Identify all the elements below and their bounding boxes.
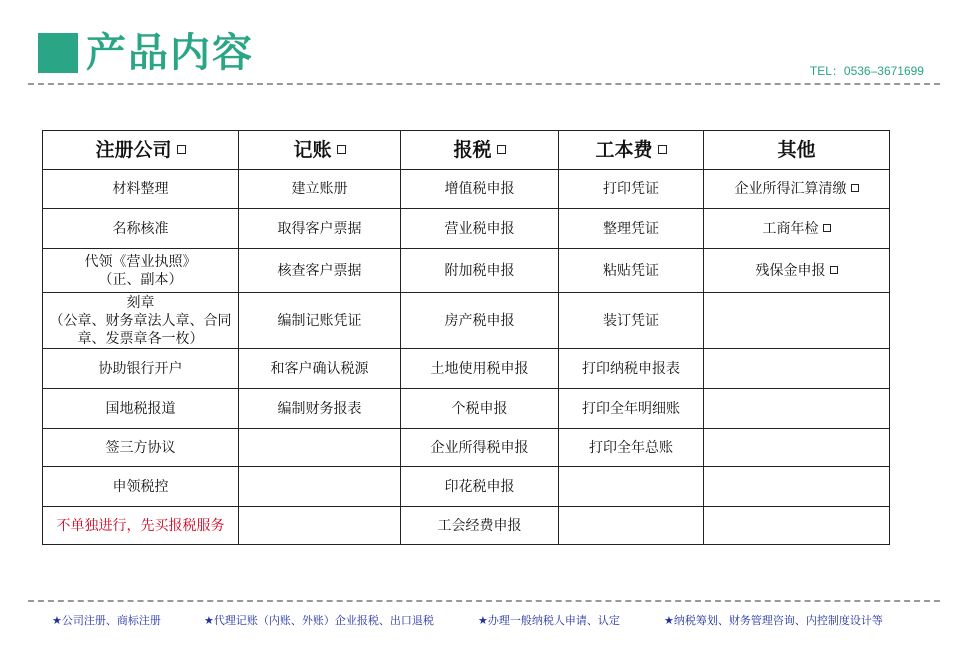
table-cell	[401, 429, 559, 467]
column-header	[239, 131, 401, 170]
cell-text: 打印全年明细账	[582, 400, 680, 417]
table-cell	[704, 249, 890, 293]
column-header	[43, 131, 239, 170]
cell-text: 企业所得税申报	[430, 439, 529, 456]
cell-text: 打印纳税申报表	[582, 360, 680, 377]
table-cell	[401, 467, 559, 507]
cell-text: 工商年检	[762, 220, 819, 237]
checkbox-square-icon	[830, 266, 838, 274]
column-header	[704, 131, 890, 170]
table-row	[43, 507, 890, 545]
table-row	[43, 389, 890, 429]
cell-text: 房产税申报	[444, 312, 515, 329]
bottom-divider	[28, 600, 940, 602]
phone-number: TEL：0536–3671699	[809, 64, 924, 78]
column-header-label: 其他	[777, 139, 816, 161]
cell-text: 不单独进行，先买报税服务	[56, 517, 225, 534]
table-cell	[401, 293, 559, 349]
cell-text: 企业所得汇算清缴	[734, 181, 847, 197]
table-cell	[559, 170, 704, 209]
table-cell	[401, 349, 559, 389]
table-cell	[559, 349, 704, 389]
table-cell	[43, 249, 239, 293]
cell-text: 签三方协议	[105, 439, 176, 456]
product-table	[42, 130, 890, 545]
cell-text: 国地税报道	[105, 400, 176, 417]
table-cell	[239, 467, 401, 507]
table-row	[43, 349, 890, 389]
table-cell	[704, 507, 890, 545]
table-cell	[43, 170, 239, 209]
cell-text: 残保金申报	[755, 262, 826, 279]
table-header-row	[43, 131, 890, 170]
table-cell	[559, 429, 704, 467]
table-cell	[559, 467, 704, 507]
footer-item: ★纳税筹划、财务管理咨询、内控制度设计等	[664, 614, 883, 627]
cell-text: 土地使用税申报	[430, 360, 529, 377]
table-cell	[401, 209, 559, 249]
cell-text: 名称核准	[112, 220, 169, 237]
table-cell	[704, 349, 890, 389]
table-cell	[704, 429, 890, 467]
table-cell	[43, 389, 239, 429]
table-cell	[43, 293, 239, 349]
table-cell	[43, 507, 239, 545]
table-row	[43, 209, 890, 249]
table-cell	[704, 209, 890, 249]
cell-text: 粘贴凭证	[603, 262, 659, 279]
footer-item: ★办理一般纳税人申请、认定	[478, 614, 620, 627]
checkbox-square-icon	[658, 145, 667, 154]
cell-text: 工会经费申报	[437, 517, 522, 534]
cell-text: 代领《营业执照》 （正、副本）	[84, 253, 197, 288]
cell-text: 编制财务报表	[277, 400, 362, 417]
table-cell	[559, 209, 704, 249]
table-cell	[239, 507, 401, 545]
table-cell	[239, 389, 401, 429]
table-cell	[401, 249, 559, 293]
column-header-label: 工本费	[595, 139, 653, 161]
column-header	[559, 131, 704, 170]
column-header	[401, 131, 559, 170]
cell-text: 编制记账凭证	[277, 312, 362, 329]
cell-text: 取得客户票据	[277, 220, 362, 237]
table-cell	[239, 249, 401, 293]
table-row	[43, 429, 890, 467]
table-cell	[559, 249, 704, 293]
table-cell	[401, 170, 559, 209]
table-cell	[401, 389, 559, 429]
cell-text: 打印全年总账	[589, 439, 673, 456]
table-cell	[239, 293, 401, 349]
cell-text: 营业税申报	[444, 220, 515, 237]
table-cell	[704, 170, 890, 209]
checkbox-square-icon	[851, 184, 859, 192]
table-cell	[239, 209, 401, 249]
table-cell	[559, 389, 704, 429]
column-header-label: 注册公司	[95, 139, 172, 161]
table-cell	[559, 507, 704, 545]
table-cell	[704, 389, 890, 429]
cell-text: 整理凭证	[603, 220, 659, 237]
table-cell	[239, 429, 401, 467]
cell-text: 刻章 （公章、财务章法人章、合同章、发票章各一枚）	[49, 294, 232, 347]
table-cell	[704, 467, 890, 507]
table-row	[43, 170, 890, 209]
column-header-label: 记账	[293, 139, 332, 161]
cell-text: 材料整理	[112, 181, 169, 197]
cell-text: 建立账册	[291, 181, 348, 197]
table-cell	[704, 293, 890, 349]
column-header-label: 报税	[453, 139, 492, 161]
page-title-block	[38, 26, 254, 80]
footer-item: ★公司注册、商标注册	[52, 614, 161, 627]
title-square-icon	[38, 33, 78, 73]
cell-text: 装订凭证	[603, 312, 659, 329]
cell-text: 协助银行开户	[98, 360, 183, 377]
table-cell	[559, 293, 704, 349]
table-cell	[43, 349, 239, 389]
cell-text: 个税申报	[451, 400, 508, 417]
footer-item: ★代理记账（内账、外账）企业报税、出口退税	[204, 614, 434, 627]
cell-text: 和客户确认税源	[270, 360, 369, 377]
checkbox-square-icon	[177, 145, 186, 154]
cell-text: 印花税申报	[444, 478, 515, 495]
table-row	[43, 467, 890, 507]
table-cell	[239, 349, 401, 389]
cell-text: 附加税申报	[444, 262, 515, 279]
table-cell	[239, 170, 401, 209]
table-cell	[43, 429, 239, 467]
checkbox-square-icon	[823, 224, 831, 232]
table-row	[43, 249, 890, 293]
checkbox-square-icon	[337, 145, 346, 154]
table-cell	[401, 507, 559, 545]
table-row	[43, 293, 890, 349]
cell-text: 申领税控	[112, 478, 169, 495]
table-body	[43, 170, 890, 545]
table-cell	[43, 467, 239, 507]
table-cell	[43, 209, 239, 249]
top-divider	[28, 83, 940, 85]
checkbox-square-icon	[497, 145, 506, 154]
cell-text: 核查客户票据	[277, 262, 362, 279]
cell-text: 打印凭证	[603, 181, 659, 197]
cell-text: 增值税申报	[444, 181, 515, 197]
page-title: 产品内容	[86, 30, 254, 76]
